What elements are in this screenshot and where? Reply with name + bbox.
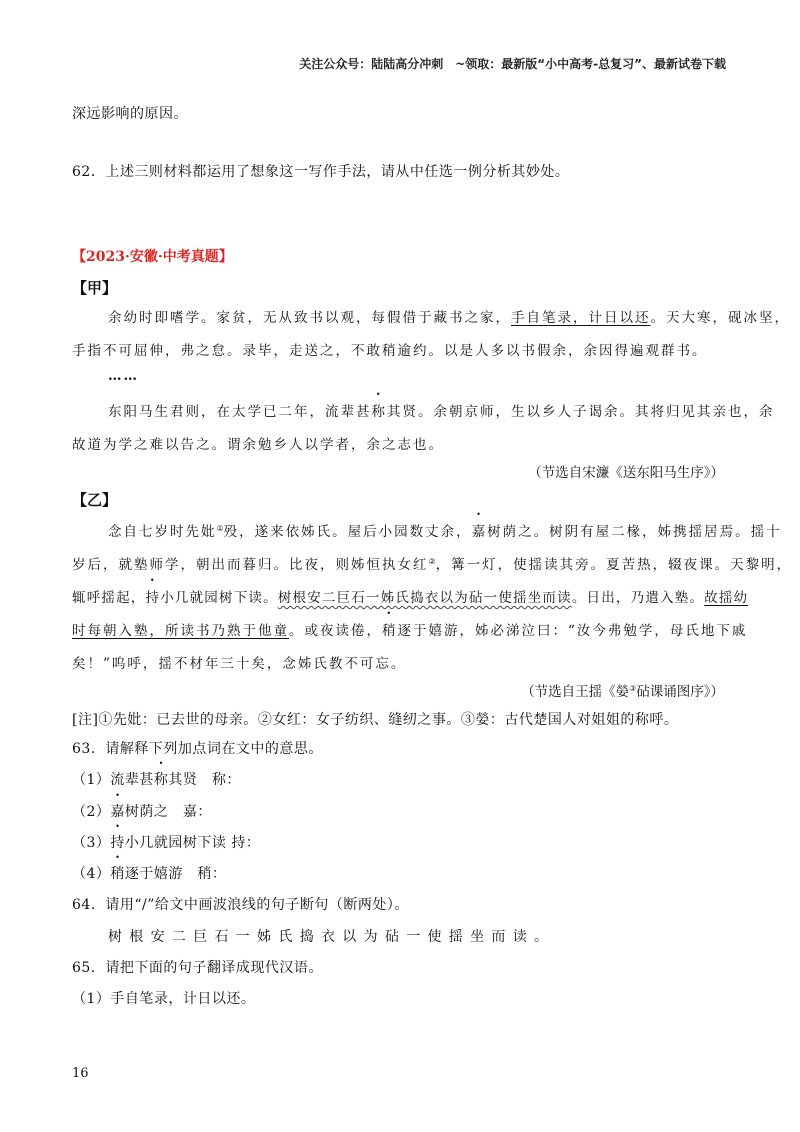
jia-source: （节选自宋濂《送东阳马生序》） — [528, 465, 724, 481]
question-63-item-2: （2）嘉树荫之 嘉： — [72, 801, 212, 821]
jia-line-1: 余幼时即嗜学。家贫，无从致书以观，每假借于藏书之家，手自笔录，计日以还。天大寒，砚冰坚， — [108, 310, 790, 326]
page-number: 16 — [72, 1066, 89, 1081]
question-63-item-4: （4）稍逐于嬉游 稍： — [72, 863, 226, 883]
question-63-item-1: （1）流辈甚称其贤 称： — [72, 769, 241, 789]
question-65-title: 65．请把下面的句子翻译成现代汉语。 — [72, 960, 323, 976]
question-64-sentence: 树根安二巨石一姊氏捣衣以为砧一使揺坐而读。 — [108, 929, 556, 945]
question-63-title: 63．请解释下列加点词在文中的意思。 — [72, 741, 323, 757]
yi-line-4: 时每朝入塾，所读书乃熟于他童。或夜读倦，稍逐于嬉游，姊必涕泣曰：“汝今弗勉学，母氏地下戚 — [72, 619, 747, 639]
carryover-text: 深远影响的原因。 — [72, 106, 188, 122]
dotted-char: 持 — [110, 835, 125, 851]
yi-line-2: 岁后，就塾师学，朝出而暮归。比夜，则姊恒执女红②，篝一灯，使揺读其旁。夏苦热，辍夜课。天黎明， — [72, 557, 793, 573]
dotted-char: 嘉 — [110, 804, 125, 820]
jia-line-3: 东阳马生君则，在太学已二年，流辈甚称其贤。余朝京师，生以乡人子谒余。其将归见其亲也，余 — [108, 400, 775, 420]
jia-line-2: 手指不可屈伸，弗之怠。录毕，走送之，不敢稍逾约。以是人多以书假余，余因得遍观群书。 — [72, 343, 708, 359]
passage-jia-label: 【甲】 — [72, 279, 118, 297]
question-64-title: 64．请用“/”给文中画波浪线的句子断句（断两处）。 — [72, 897, 409, 913]
jia-line-4: 故道为学之难以告之。谓余勉乡人以学者，余之志也。 — [72, 437, 444, 453]
question-63-item-3: （3）持小几就园树下读 持： — [72, 832, 260, 852]
yi-source: （节选自王揺《嫈③砧课诵图序》） — [521, 684, 724, 700]
dotted-char-cheng: 称 — [371, 404, 387, 420]
ellipsis: …… — [108, 368, 139, 384]
yi-line-3: 辄呼揺起，持小几就园树下读。树根安二巨石一姊氏捣衣以为砧一使揺坐而读。日出，乃遣入塾。故揺幼 — [72, 586, 748, 606]
dotted-char-shao: 稍 — [382, 623, 398, 639]
yi-line-5: 矣！”呜呼，揺不材年三十矣，念姊氏教不可忘。 — [72, 656, 407, 672]
section-tag: 【2023·安徽·中考真题】 — [72, 249, 233, 265]
annotation-note: [注]①先妣：已去世的母亲。②女红：女子纺织、缝纫之事。③嫈：古代楚国人对姐姐的称呼。 — [72, 712, 679, 728]
wavy-sentence: 树根安二巨石一姊氏捣衣以为砧一使揺坐而读 — [277, 590, 572, 606]
dotted-char-jia: 嘉 — [471, 524, 488, 540]
dotted-char: 称 — [153, 772, 169, 788]
underlined-sentence-yi-b: 时每朝入塾，所读书乃熟于他童 — [72, 623, 289, 639]
underlined-sentence-yi-a: 故揺幼 — [704, 590, 749, 606]
dotted-char-chi: 持 — [145, 590, 161, 606]
passage-yi-label: 【乙】 — [72, 491, 118, 509]
underlined-sentence-jia: 手自笔录，计日以还 — [511, 310, 651, 326]
yi-line-1: 念自七岁时先妣①殁，遂来依姊氏。屋后小园数丈余，嘉树荫之。树阴有屋二椽，姊携揺居焉。揺十 — [108, 520, 782, 540]
page-header: 关注公众号：陆陆高分冲刺 ~领取：最新版“小中高考-总复习”、最新试卷下载 — [299, 57, 726, 71]
dotted-char: 稍 — [110, 866, 125, 882]
question-62: 62．上述三则材料都运用了想象这一写作手法，请从中任选一例分析其妙处。 — [72, 164, 570, 180]
question-65-item-1: （1）手自笔录，计日以还。 — [72, 991, 256, 1007]
